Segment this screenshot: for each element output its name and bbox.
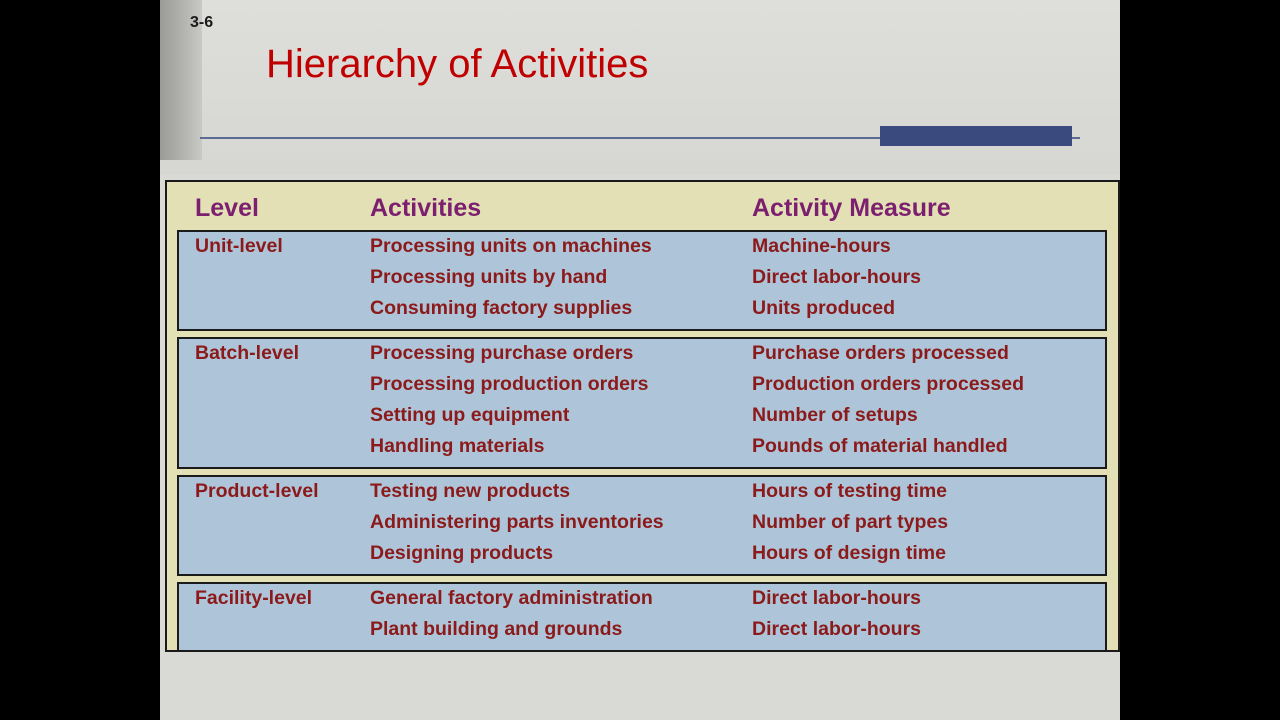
cell-activity: Processing production orders xyxy=(370,373,649,395)
cell-measure: Number of part types xyxy=(752,511,949,533)
slide-number: 3-6 xyxy=(190,14,214,31)
column-header-level: Level xyxy=(195,194,259,222)
cell-activity: Administering parts inventories xyxy=(370,511,664,533)
cell-measure: Units produced xyxy=(752,297,896,319)
cell-level: Product-level xyxy=(195,480,319,502)
page-title: Hierarchy of Activities xyxy=(266,42,649,86)
cell-activity: Plant building and grounds xyxy=(370,618,623,640)
table-row xyxy=(179,432,1105,463)
slide xyxy=(160,0,1120,720)
cell-measure: Pounds of material handled xyxy=(752,435,1008,457)
cell-measure: Direct labor-hours xyxy=(752,587,922,609)
table-row xyxy=(179,615,1105,646)
header-accent-bar xyxy=(880,126,1072,146)
table-row xyxy=(179,508,1105,539)
table-row xyxy=(179,339,1105,370)
cell-measure: Production orders processed xyxy=(752,373,1024,395)
cell-activity: Handling materials xyxy=(370,435,545,457)
cell-measure: Direct labor-hours xyxy=(752,266,922,288)
table-header-row xyxy=(167,182,1118,226)
table-row xyxy=(179,232,1105,263)
table-row xyxy=(179,294,1105,325)
table-row xyxy=(179,401,1105,432)
cell-level: Batch-level xyxy=(195,342,300,364)
cell-level: Unit-level xyxy=(195,235,283,257)
cell-activity: Testing new products xyxy=(370,480,571,502)
table-row xyxy=(179,370,1105,401)
table-group xyxy=(177,230,1107,331)
cell-measure: Number of setups xyxy=(752,404,918,426)
cell-measure: Hours of testing time xyxy=(752,480,948,502)
cell-activity: Consuming factory supplies xyxy=(370,297,633,319)
cell-activity: Processing purchase orders xyxy=(370,342,634,364)
cell-measure: Purchase orders processed xyxy=(752,342,1009,364)
table-group xyxy=(177,475,1107,576)
cell-measure: Machine-hours xyxy=(752,235,891,257)
table-row xyxy=(179,263,1105,294)
cell-measure: Direct labor-hours xyxy=(752,618,922,640)
cell-activity: Designing products xyxy=(370,542,554,564)
cell-level: Facility-level xyxy=(195,587,313,609)
table-group xyxy=(177,582,1107,652)
slide-header xyxy=(160,0,1120,175)
activities-table xyxy=(165,180,1120,652)
cell-activity: Processing units by hand xyxy=(370,266,608,288)
column-header-activity-measure: Activity Measure xyxy=(752,194,951,222)
table-row xyxy=(179,477,1105,508)
column-header-activities: Activities xyxy=(370,194,482,222)
table-row xyxy=(179,584,1105,615)
cell-activity: Processing units on machines xyxy=(370,235,652,257)
cell-activity: General factory administration xyxy=(370,587,653,609)
cell-activity: Setting up equipment xyxy=(370,404,570,426)
table-row xyxy=(179,539,1105,570)
cell-measure: Hours of design time xyxy=(752,542,946,564)
table-group xyxy=(177,337,1107,469)
